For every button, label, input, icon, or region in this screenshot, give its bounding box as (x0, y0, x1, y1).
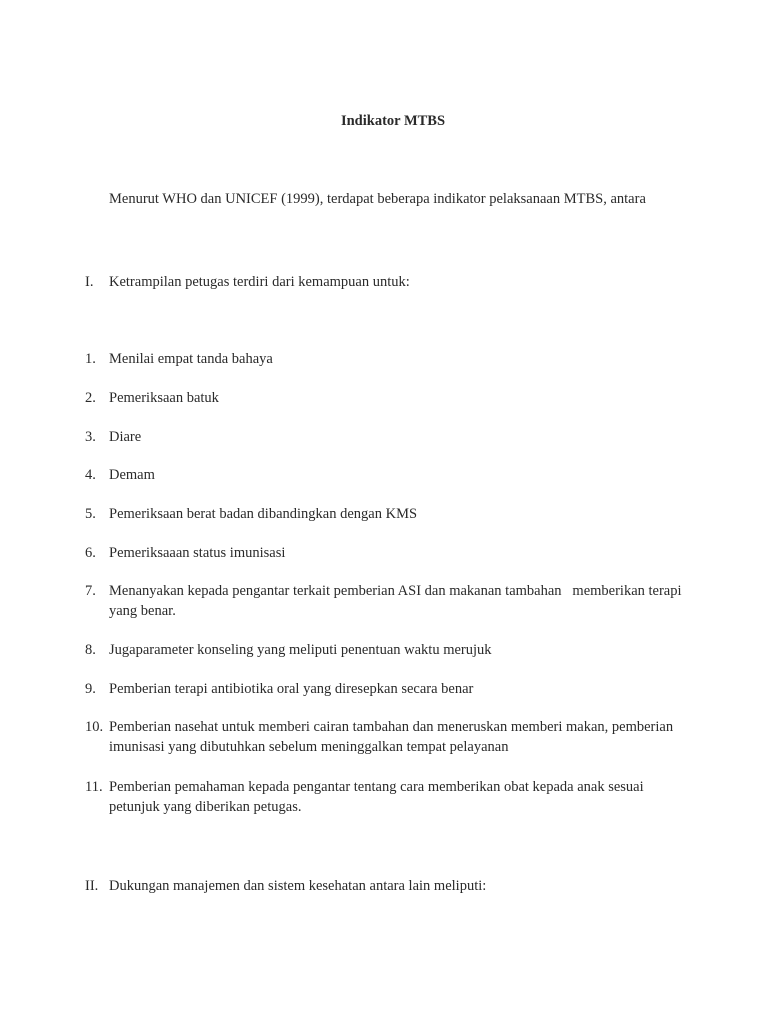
list-item-text: Demam (109, 467, 155, 483)
list-item-text: Menilai empat tanda bahaya (109, 351, 273, 367)
list-item-8 (85, 640, 685, 660)
list-item-5 (85, 504, 685, 524)
list-item-number: 8. (85, 642, 96, 658)
list-item-text: Pemeriksaan batuk (109, 390, 219, 406)
list-item-number: 2. (85, 390, 96, 406)
intro-paragraph: Menurut WHO dan UNICEF (1999), terdapat beberapa indikator pelaksanaan MTBS, antara (109, 191, 646, 207)
list-item-text: Pemeriksaan berat badan dibandingkan dengan KMS (109, 506, 418, 522)
list-item-number: 10. (85, 719, 104, 735)
list-item-text: Pemberian pemahaman kepada pengantar tentang cara memberikan obat kepada anak sesuai petunjuk yang diberikan petugas. (109, 779, 644, 815)
list-item-number: 4. (85, 467, 96, 483)
list-item-1 (85, 349, 685, 369)
list-item-text: Pemeriksaaan status imunisasi (109, 545, 286, 561)
list-item-6 (85, 543, 685, 563)
section-2 (85, 876, 685, 896)
section-2-marker: II. (85, 878, 99, 894)
list-item-11 (85, 777, 685, 817)
list-item-7 (85, 581, 685, 621)
list-item-text: Jugaparameter konseling yang meliputi penentuan waktu merujuk (109, 642, 492, 658)
list-item-text: Menanyakan kepada pengantar terkait pemberian ASI dan makanan tambahan memberikan terapi yang benar. (109, 583, 686, 619)
list-item-number: 9. (85, 681, 96, 697)
list-item-text: Pemberian terapi antibiotika oral yang diresepkan secara benar (109, 681, 474, 697)
section-1-heading: Ketrampilan petugas terdiri dari kemampuan untuk: (109, 274, 410, 290)
list-item-4 (85, 465, 685, 485)
list-item-number: 11. (85, 779, 103, 795)
section-1-marker: I. (85, 274, 94, 290)
list-item-number: 7. (85, 583, 96, 599)
section-2-heading: Dukungan manajemen dan sistem kesehatan antara lain meliputi: (109, 878, 487, 894)
list-item-number: 6. (85, 545, 96, 561)
list-item-text: Pemberian nasehat untuk memberi cairan tambahan dan meneruskan memberi makan, pemberian imunisasi yang dibutuhkan sebelum meninggalkan tempat pelayanan (109, 719, 674, 755)
list-item-number: 3. (85, 429, 96, 445)
list-item-number: 1. (85, 351, 96, 367)
list-item-text: Diare (109, 429, 142, 445)
section-1 (85, 272, 685, 292)
document-title: Indikator MTBS (340, 113, 446, 129)
list-item-3 (85, 427, 685, 447)
list-item-9 (85, 679, 685, 699)
list-item-number: 5. (85, 506, 96, 522)
list-item-10 (85, 717, 685, 757)
list-item-2 (85, 388, 685, 408)
